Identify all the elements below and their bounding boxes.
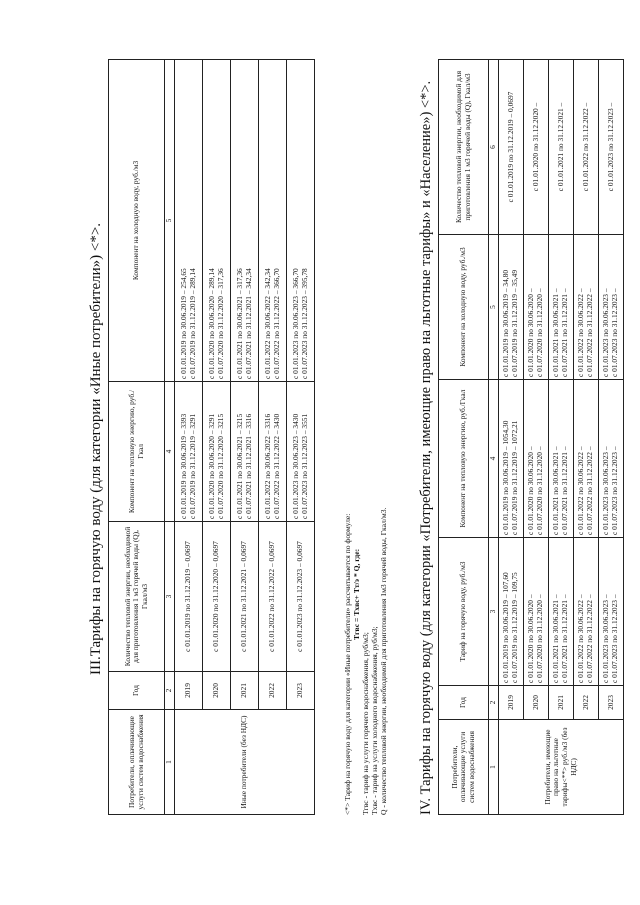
col-number: 2 [165,672,175,710]
heat-value: с 01.07.2022 по 31.12.2022 – 3430 [271,413,281,519]
q-cell: с 01.01.2021 по 31.12.2021 – 0,0697 [231,522,259,672]
heat-value: с 01.07.2022 по 31.12.2022 – [585,446,594,535]
cold-value: с 01.01.2022 по 30.06.2022 – 342,34 [262,268,272,379]
table-other-consumers [108,59,315,815]
col-number: 4 [489,380,499,538]
cold-value: с 01.07.2023 по 31.12.2023 – 395,78 [299,268,309,379]
cold-value: с 01.01.2022 по 30.06.2022 – [576,288,586,377]
cold-value: с 01.07.2019 по 31.12.2019 – 289,14 [187,268,197,379]
heat-value: с 01.01.2022 по 30.06.2022 – [576,446,586,535]
q-cell: с 01.01.2019 по 31.12.2019 – 0,0697 [499,60,524,235]
note-line: Tгвс - тариф на услуги горячего водоснабжения, руб/м3; [361,632,370,815]
cold-value: с 01.07.2021 по 31.12.2021 – 342,34 [243,268,253,379]
cold-value: с 01.07.2022 по 31.12.2022 – 366,70 [271,268,281,379]
section-3-title: III.Тарифы на горячую воду (для категории «Иные потребители») <*>. [88,222,104,675]
cold-value: с 01.01.2019 по 30.06.2019 – 254,65 [178,268,188,379]
cold-value: с 01.01.2020 по 30.06.2020 – [526,288,536,377]
cold-value: с 01.01.2023 по 30.06.2023 – 366,70 [290,268,300,379]
col-header-year: Год [109,672,165,710]
note-line: Q - количество тепловой энергии, необходимой для приготовления 1м3 горячей воды, Гкал/м3. [379,507,388,815]
cold-value: с 01.07.2021 по 31.12.2021 – [560,288,569,377]
year-cell: 2020 [203,672,231,710]
note-line: <*> Тариф на горячую воду для категории «Иные потребители» рассчитывается по формуле: [343,513,352,815]
col-header-cold: Компонент на холодную воду, руб./м3 [439,235,489,380]
table-row [175,60,203,815]
heat-value: с 01.07.2021 по 31.12.2021 – [560,446,569,535]
col-number: 4 [165,382,175,522]
heat-value: с 01.07.2020 по 31.12.2020 – [535,446,544,535]
col-header-heat: Компонент на тепловую энергию, руб./Гкал [109,382,165,522]
heat-value: с 01.01.2020 по 30.06.2020 – 3291 [206,413,216,519]
col-number: 6 [489,60,499,235]
col-header-tariff: Тариф на горячую воду, руб./м3 [439,538,489,686]
heat-value: с 01.07.2020 по 31.12.2020 – 3215 [215,413,225,519]
year-cell: 2019 [499,686,524,720]
q-cell: с 01.01.2019 по 31.12.2019 – 0,0697 [175,522,203,672]
heat-value: с 01.01.2023 по 30.06.2023 – [601,446,611,535]
col-header-q: Количество тепловой энергии, необходимой для приготовления 1 м3 горячей воды (Q), Гкал/м3 [109,522,165,672]
heat-value: с 01.01.2020 по 30.06.2020 – [526,446,536,535]
tariff-value: с 01.01.2020 по 30.06.2020 – [526,594,536,683]
cold-value: с 01.07.2020 по 31.12.2020 – [535,288,544,377]
cold-value: с 01.01.2021 по 30.06.2021 – [551,288,561,377]
formula-line: Tгвс = Tхвс+ Tт/э * Q, где: [352,548,361,640]
q-cell: с 01.01.2020 по 31.12.2020 – 0,0697 [203,522,231,672]
col-number: 1 [489,720,499,815]
cold-value: с 01.07.2020 по 31.12.2020 – 317,36 [215,268,225,379]
tariff-value: с 01.07.2020 по 31.12.2020 – [535,594,544,683]
year-cell: 2022 [259,672,287,710]
heat-value: с 01.01.2019 по 30.06.2019 – 1054,30 [501,420,511,535]
section-4-title: IV. Тарифы на горячую воду (для категории «Потребители, имеющие право на льготные тарифы» и «Население») <*>. [418,80,434,815]
tariff-value: с 01.01.2021 по 30.06.2021 – [551,594,561,683]
formula-notes [343,508,388,815]
q-cell: с 01.01.2022 по 31.12.2022 – [574,60,599,235]
q-cell: с 01.01.2023 по 31.12.2023 – 0,0697 [287,522,315,672]
table-row [524,60,549,815]
heat-value: с 01.01.2019 по 30.06.2019 – 3393 [178,413,188,519]
col-header-cold: Компонент на холодную воду, руб./м3 [109,60,165,382]
col-header-consumers: Потребители, оплачивающие услуги систем водоснабжения [439,720,489,815]
tariff-value: с 01.07.2021 по 31.12.2021 – [560,594,569,683]
year-cell: 2021 [549,686,574,720]
col-number: 2 [489,686,499,720]
col-number: 1 [165,710,175,815]
col-number: 3 [165,522,175,672]
tariff-value: с 01.01.2019 по 30.06.2019 – 107,60 [501,572,511,683]
note-line: Tхвс - тариф на услуги холодного водоснабжения, руб/м3; [370,626,379,815]
year-cell: 2021 [231,672,259,710]
cold-value: с 01.01.2020 по 30.06.2020 – 289,14 [206,268,216,379]
heat-value: с 01.01.2022 по 30.06.2022 – 3316 [262,413,272,519]
heat-value: с 01.01.2021 по 30.06.2021 – 3215 [234,413,244,519]
col-header-q: Количество тепловой энергии, необходимой для приготовления 1 м3 горячей воды (Q), Гкал/м3 [439,60,489,235]
year-cell: 2023 [599,686,624,720]
heat-value: с 01.07.2019 по 31.12.2019 – 1072,21 [510,420,519,535]
table-row [499,60,524,815]
heat-value: с 01.07.2023 по 31.12.2023 – [610,446,619,535]
col-header-year: Год [439,686,489,720]
q-cell: с 01.01.2021 по 31.12.2021 – [549,60,574,235]
table-row [259,60,287,815]
cold-value: с 01.01.2023 по 30.06.2023 – [601,288,611,377]
year-cell: 2023 [287,672,315,710]
table-row [287,60,315,815]
tariff-value: с 01.07.2019 по 31.12.2019 – 109,75 [510,572,519,683]
table-row [599,60,624,815]
consumer-category: Иные потребители (без НДС) [175,710,315,815]
heat-value: с 01.01.2021 по 30.06.2021 – [551,446,561,535]
col-header-consumers: Потребители, оплачивающие услуги систем водоснабжения [109,710,165,815]
col-header-heat: Компонент на тепловую энергию, руб./Гкал [439,380,489,538]
table-row [549,60,574,815]
cold-value: с 01.07.2019 по 31.12.2019 – 35,49 [510,269,519,377]
tariff-value: с 01.07.2022 по 31.12.2022 – [585,594,594,683]
col-number: 5 [489,235,499,380]
year-cell: 2019 [175,672,203,710]
q-cell: с 01.01.2022 по 31.12.2022 – 0,0697 [259,522,287,672]
year-cell: 2022 [574,686,599,720]
table-privileged-consumers [438,59,624,815]
tariff-value: с 01.01.2023 по 30.06.2023 – [601,594,611,683]
heat-value: с 01.07.2023 по 31.12.2023 – 3551 [299,413,309,519]
col-number: 3 [489,538,499,686]
heat-value: с 01.07.2021 по 31.12.2021 – 3316 [243,413,253,519]
q-cell: с 01.01.2023 по 31.12.2023 – [599,60,624,235]
tariff-value: с 01.01.2022 по 30.06.2022 – [576,594,586,683]
col-number: 5 [165,60,175,382]
q-cell: с 01.01.2020 по 31.12.2020 – [524,60,549,235]
table-row [574,60,599,815]
heat-value: с 01.07.2019 по 31.12.2019 – 3291 [187,413,197,519]
cold-value: с 01.01.2019 по 30.06.2019 – 34,80 [501,269,511,377]
heat-value: с 01.01.2023 по 30.06.2023 – 3430 [290,413,300,519]
table-row [203,60,231,815]
year-cell: 2020 [524,686,549,720]
cold-value: с 01.01.2021 по 30.06.2021 – 317,36 [234,268,244,379]
table-row [231,60,259,815]
tariff-value: с 01.07.2023 по 31.12.2023 – [610,594,619,683]
consumer-category: Потребители, имеющие право на льготные тарифы<**> руб./м3 (без НДС) [499,720,624,815]
cold-value: с 01.07.2023 по 31.12.2023 – [610,288,619,377]
cold-value: с 01.07.2022 по 31.12.2022 – [585,288,594,377]
